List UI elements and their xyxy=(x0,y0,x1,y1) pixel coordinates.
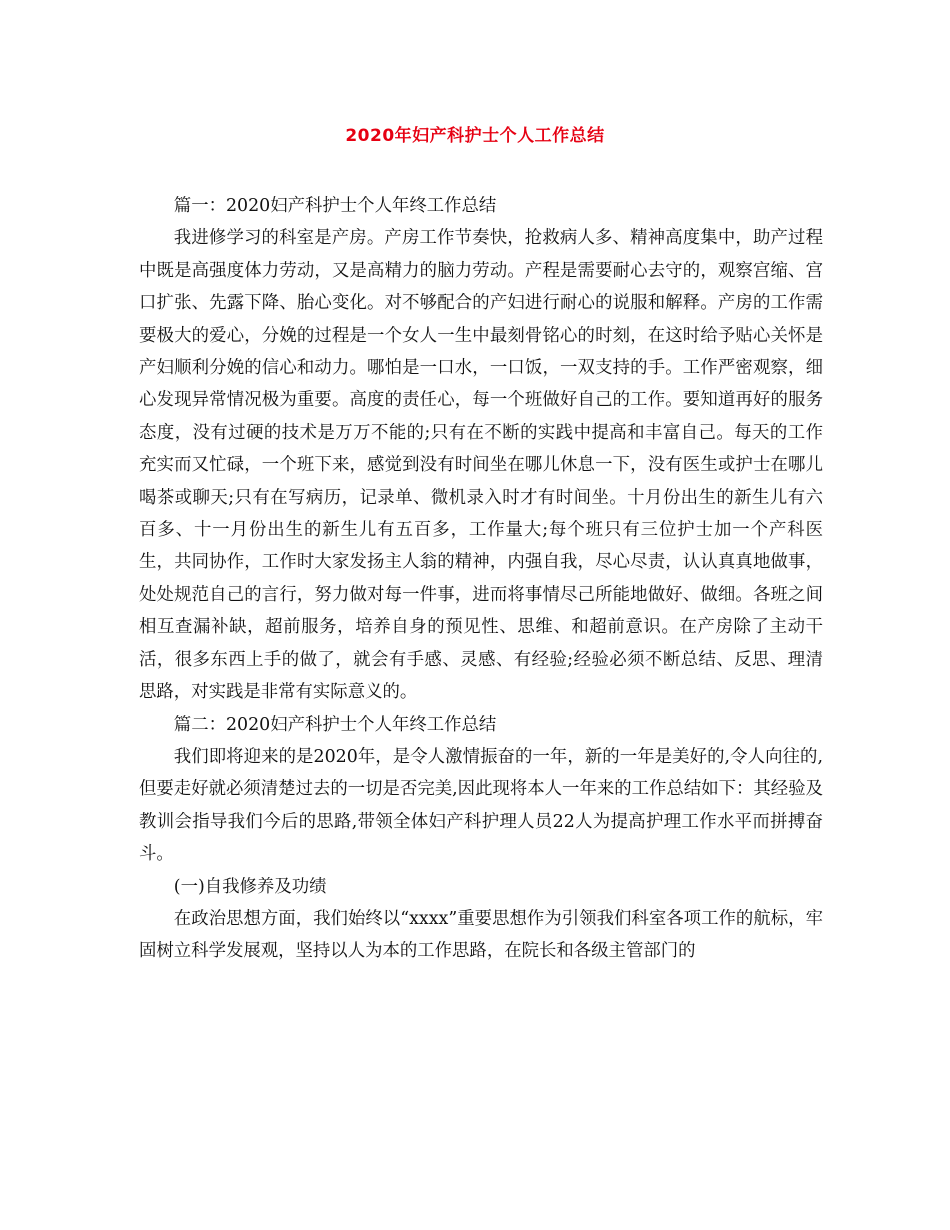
section2-paragraph: 我们即将迎来的是2020年，是令人激情振奋的一年，新的一年是美好的,令人向往的,但要走好就必须清楚过去的一切是否完美,因此现将本人一年来的工作总结如下：其经验及教训会指导我们今后的思路,带领全体妇产科护理人员22人为提高护理工作水平而拼搏奋斗。 xyxy=(139,746,823,865)
section2-heading: 篇二：2020妇产科护士个人年终工作总结 xyxy=(173,714,497,735)
document-title: 2020年妇产科护士个人工作总结 xyxy=(345,126,605,146)
subsection-heading: (一)自我修养及功绩 xyxy=(173,876,327,897)
subsection-paragraph: 在政治思想方面，我们始终以“xxxx”重要思想作为引领我们科室各项工作的航标，牢固树立科学发展观，坚持以人为本的工作思路，在院长和各级主管部门的 xyxy=(139,908,823,962)
document-body xyxy=(139,190,823,968)
section1-heading: 篇一：2020妇产科护士个人年终工作总结 xyxy=(173,196,497,216)
section1-paragraph: 我进修学习的科室是产房。产房工作节奏快，抢救病人多、精神高度集中，助产过程中既是高强度体力劳动，又是高精力的脑力劳动。产程是需要耐心去守的，观察宫缩、宫口扩张、先露下降、胎心变化。对不够配合的产妇进行耐心的说服和解释。产房的工作需要极大的爱心，分娩的过程是一个女人一生中最刻骨铭心的时刻，在这时给予贴心关怀是产妇顺利分娩的信心和动力。哪怕是一口水，一口饭，一双支持的手。工作严密观察，细心发现异常情况极为重要。高度的责任心，每一个班做好自己的工作。要知道再好的服务态度，没有过硬的技术是万万不能的;只有在不断的实践中提高和丰富自己。每天的工作充实而又忙碌，一个班下来，感觉到没有时间坐在哪儿休息一下，没有医生或护士在哪儿喝茶或聊天;只有在写病历，记录单、微机录入时才有时间坐。十月份出生的新生儿有六百多、十一月份出生的新生儿有五百多，工作量大;每个班只有三位护士加一个产科医生，共同协作，工作时大家发扬主人翁的精神，内强自我，尽心尽责，认认真真地做事，处处规范自己的言行，努力做对每一件事，进而将事情尽己所能地做好、做细。各班之间相互查漏补缺，超前服务，培养自身的预见性、思维、和超前意识。在产房除了主动干活，很多东西上手的做了，就会有手感、灵感、有经验;经验必须不断总结、反思、理清思路，对实践是非常有实际意义的。 xyxy=(139,228,823,703)
